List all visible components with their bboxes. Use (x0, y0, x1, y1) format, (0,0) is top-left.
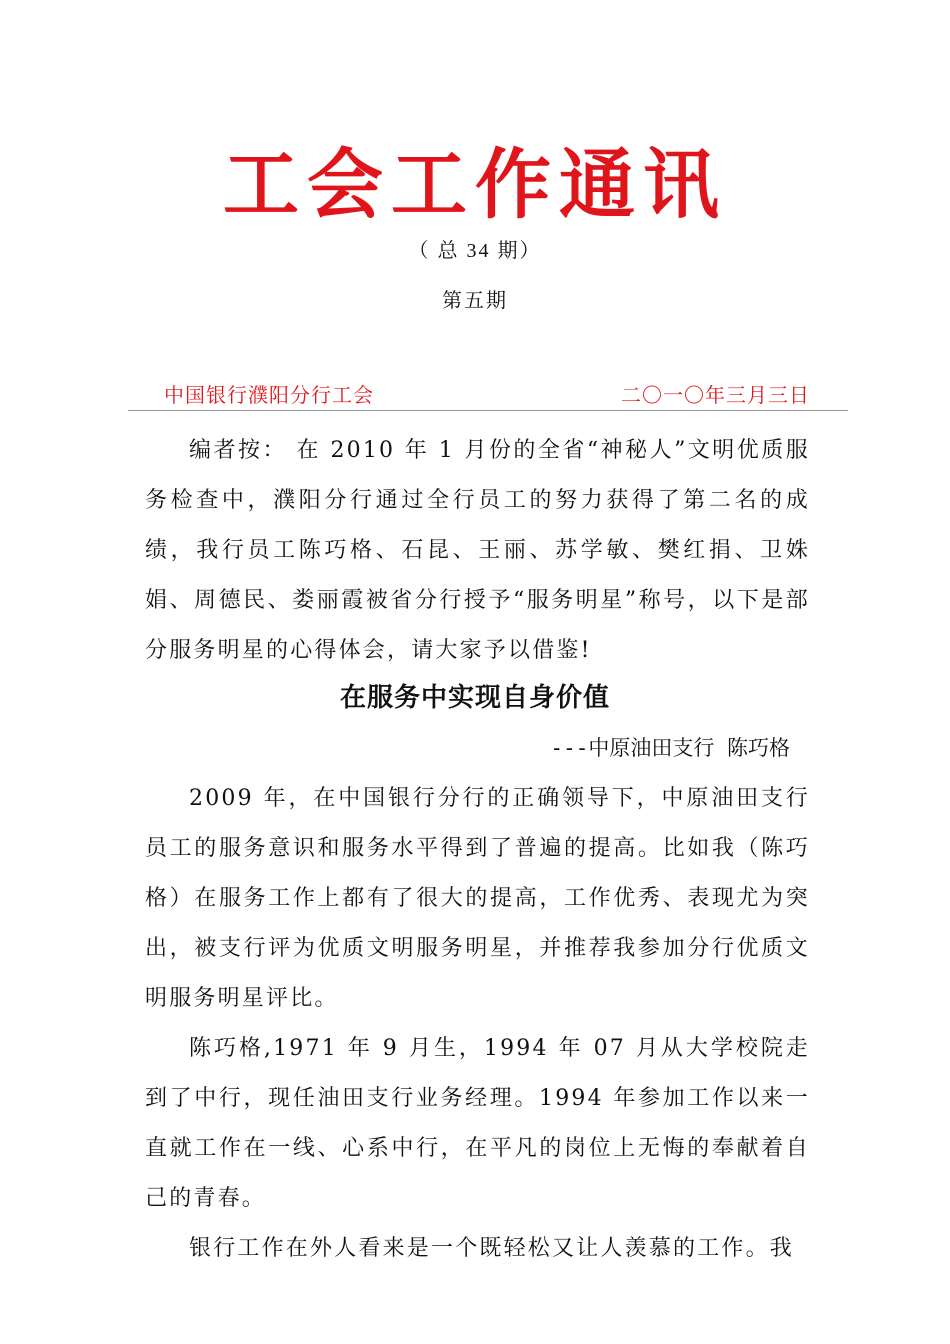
publish-date: 二〇一〇年三月三日 (621, 385, 810, 407)
article-paragraph: 陈巧格,1971 年 9 月生，1994 年 07 月从大学校院走到了中行，现任油田支行业务经理。1994 年参加工作以来一直就工作在一线、心系中行，在平凡的岗位上无悔的奉献着自己的青春。 (145, 1036, 810, 1211)
newsletter-title: 工会工作通讯 (223, 140, 727, 229)
article-paragraph: 2009 年，在中国银行分行的正确领导下，中原油田支行员工的服务意识和服务水平得到了普遍的提高。比如我（陈巧格）在服务工作上都有了很大的提高，工作优秀、表现尤为突出，被支行评为优质文明服务明星，并推荐我参加分行优质文明服务明星评比。 (145, 786, 810, 1011)
issue-total: （ 总 34 期） (408, 240, 542, 262)
editor-note-text: 编者按： 在 2010 年 1 月份的全省“神秘人”文明优质服务检查中，濮阳分行通过全行员工的努力获得了第二名的成绩，我行员工陈巧格、石昆、王丽、苏学敏、樊红捐、卫姝娟、周德民、娄丽霞被省分行授予“服务明星”称号，以下是部分服务明星的心得体会，请大家予以借鉴! (145, 438, 810, 663)
masthead-line (128, 382, 848, 411)
article-body (145, 774, 810, 1274)
article-byline: ---中原油田支行 陈巧格 (550, 736, 790, 760)
editor-note (145, 426, 810, 676)
issue-number: 第五期 (442, 290, 508, 312)
organization-name: 中国银行濮阳分行工会 (164, 385, 374, 407)
article-title: 在服务中实现自身价值 (339, 683, 610, 713)
article-paragraph: 银行工作在外人看来是一个既轻松又让人羡慕的工作。我 (189, 1236, 795, 1261)
